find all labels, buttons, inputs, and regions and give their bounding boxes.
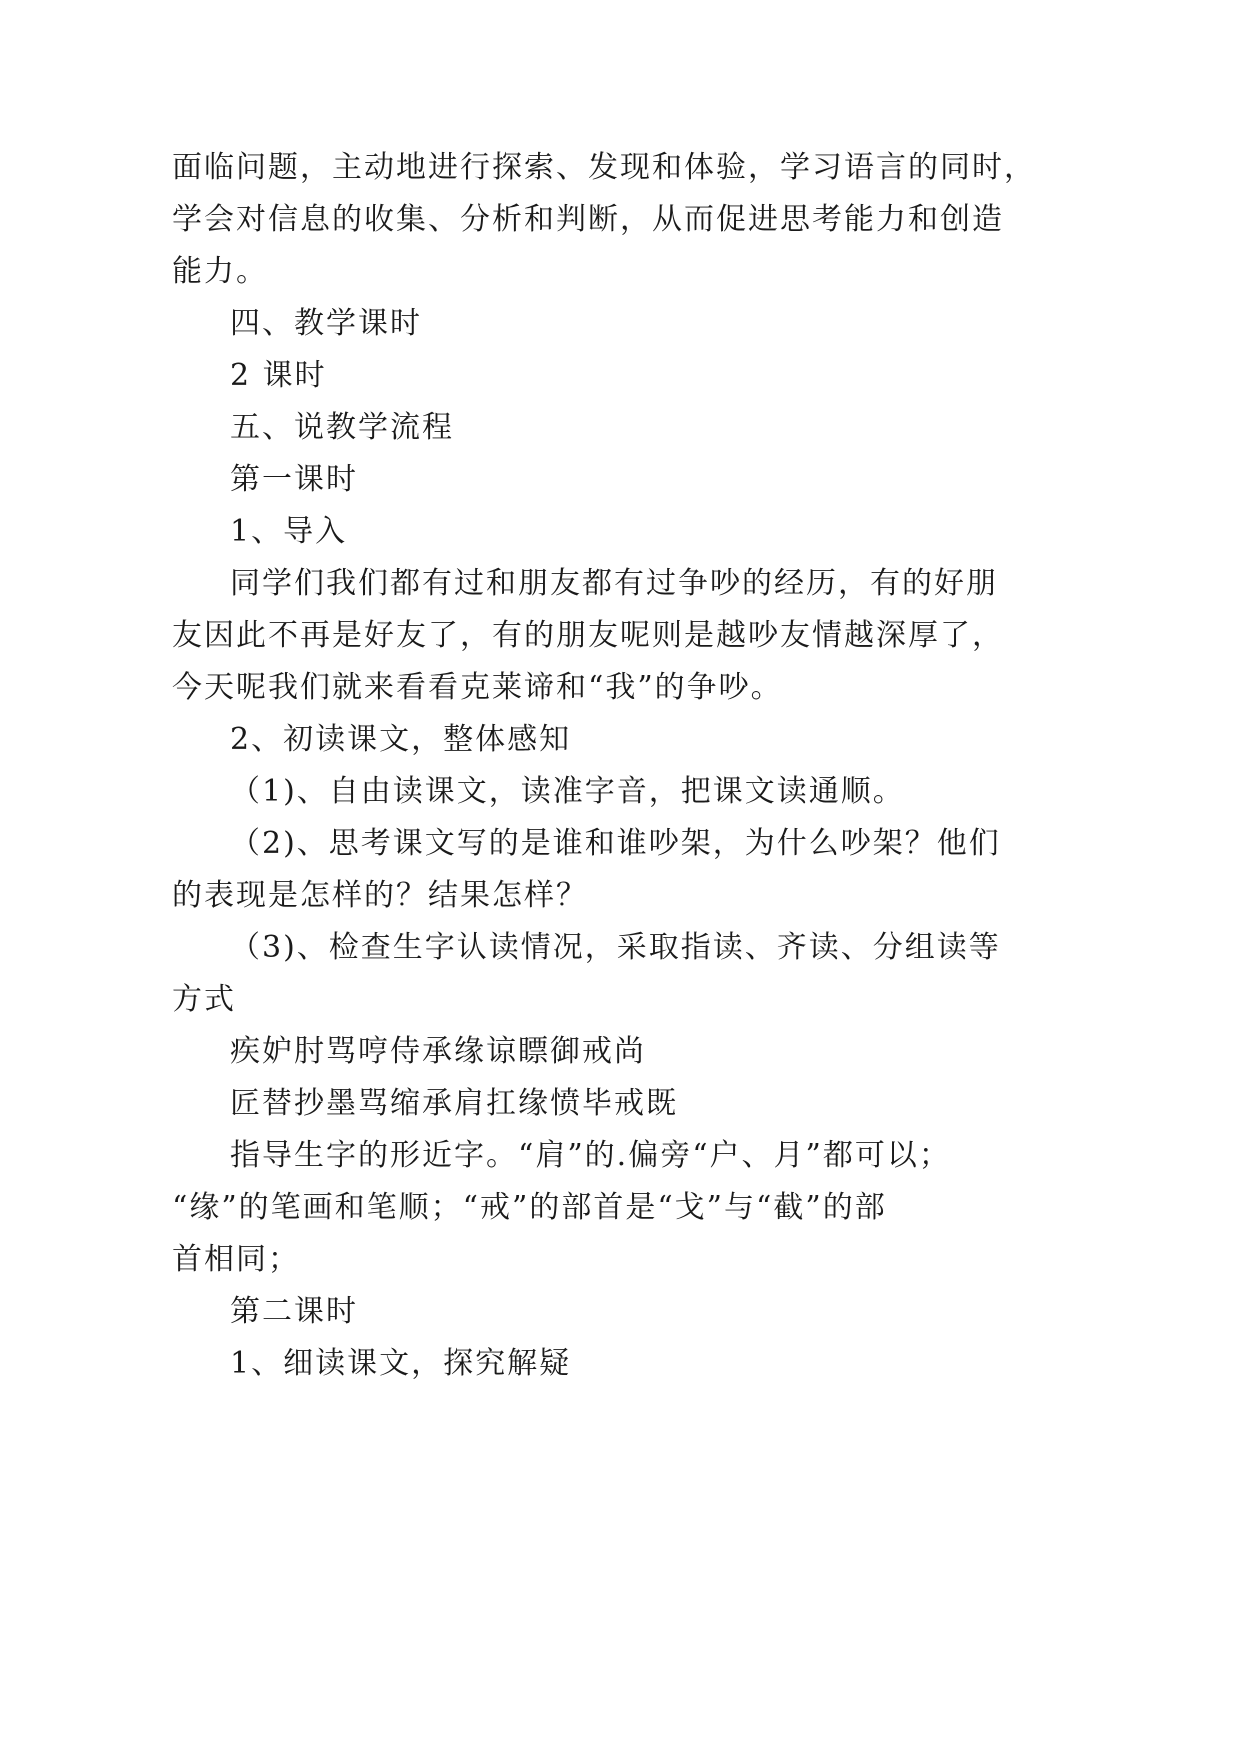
character-list: 疾妒肘骂哼侍承缘谅瞟御戒尚 bbox=[230, 1034, 646, 1069]
paragraph-line: 面临问题，主动地进行探索、发现和体验，学习语言的同时， bbox=[172, 150, 1036, 185]
paragraph-line: “缘”的笔画和笔顺；“戒”的部首是“戈”与“截”的部 bbox=[172, 1190, 887, 1225]
step-heading: 1、导入 bbox=[230, 514, 348, 549]
step-heading: 2、初读课文，整体感知 bbox=[230, 722, 572, 757]
section-heading: 四、教学课时 bbox=[230, 306, 422, 341]
character-list: 匠替抄墨骂缩承肩扛缘愤毕戒既 bbox=[230, 1086, 678, 1121]
lesson-heading: 第二课时 bbox=[230, 1294, 358, 1329]
lesson-heading: 第一课时 bbox=[230, 462, 358, 497]
list-item: （1)、自由读课文，读准字音，把课文读通顺。 bbox=[230, 774, 905, 809]
paragraph-line: 指导生字的形近字。“肩”的.偏旁“户、月”都可以； bbox=[230, 1138, 951, 1173]
paragraph-line: 友因此不再是好友了，有的朋友呢则是越吵友情越深厚了， bbox=[172, 618, 1004, 653]
paragraph-line: 方式 bbox=[172, 982, 236, 1017]
paragraph-line: 能力。 bbox=[172, 254, 268, 289]
paragraph-line: 2 课时 bbox=[230, 358, 327, 393]
section-heading: 五、说教学流程 bbox=[230, 410, 454, 445]
list-item: （3)、检查生字认读情况，采取指读、齐读、分组读等 bbox=[230, 930, 1001, 965]
paragraph-line: 同学们我们都有过和朋友都有过争吵的经历，有的好朋 bbox=[230, 566, 998, 601]
paragraph-line: 今天呢我们就来看看克莱谛和“我”的争吵。 bbox=[172, 670, 783, 705]
paragraph-line: 首相同； bbox=[172, 1242, 300, 1277]
paragraph-line: 的表现是怎样的？结果怎样？ bbox=[172, 878, 588, 913]
paragraph-line: 学会对信息的收集、分析和判断，从而促进思考能力和创造 bbox=[172, 202, 1004, 237]
list-item: （2)、思考课文写的是谁和谁吵架，为什么吵架？他们 bbox=[230, 826, 1001, 861]
step-heading: 1、细读课文，探究解疑 bbox=[230, 1346, 572, 1381]
